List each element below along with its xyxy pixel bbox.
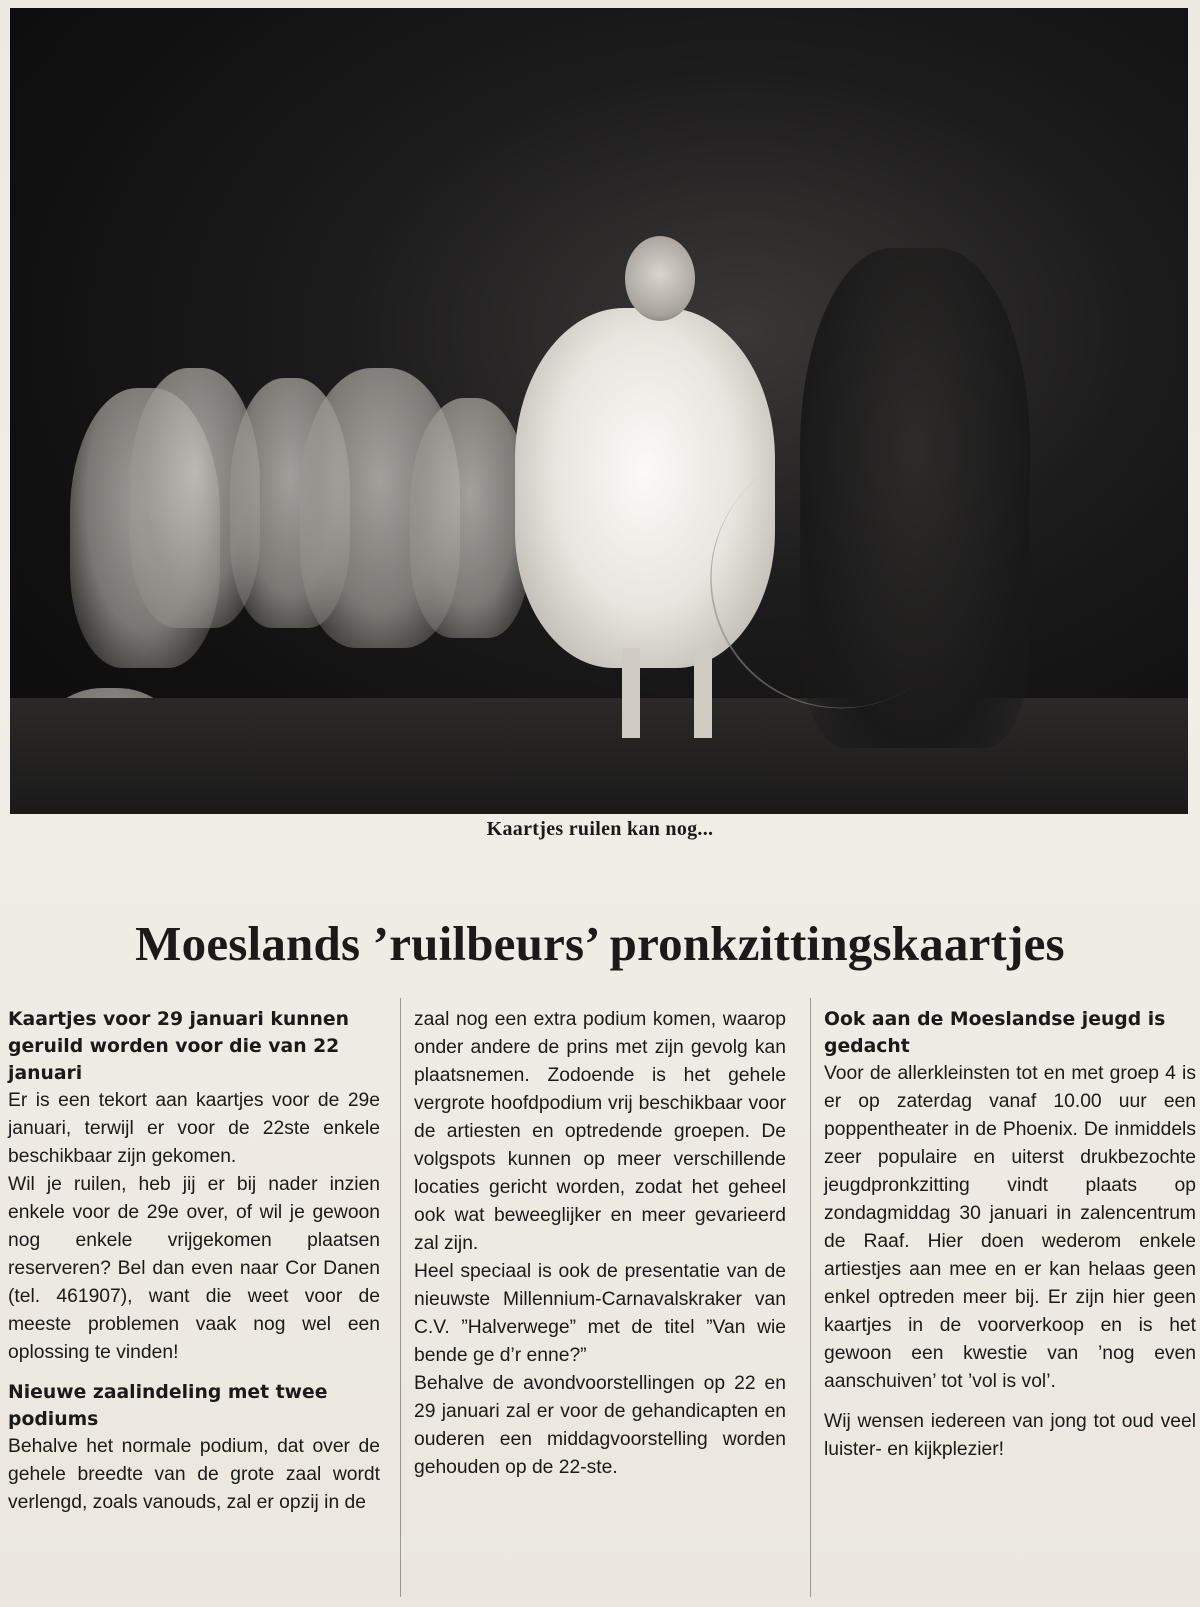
singer-legs: [610, 648, 730, 738]
column-divider-1: [400, 998, 401, 1597]
article-column-2: [414, 1006, 786, 1482]
subheading-new-hall-layout: Nieuwe zaalindeling met twee podiums: [8, 1382, 328, 1430]
article-headline: Moeslands ’ruilbeurs’ pronkzittingskaartjes: [135, 916, 1065, 971]
photo-caption: Kaartjes ruilen kan nog...: [486, 818, 714, 840]
article-column-3: [824, 1006, 1196, 1464]
singer-head: [625, 236, 695, 321]
paragraph: Wij wensen iedereen van jong tot oud veel luister- en kijkplezier!: [824, 1411, 1196, 1460]
paragraph: zaal nog een extra podium komen, waarop onder andere de prins met zijn gevolg kan plaatsnemen. Zodoende is het gehele vergrote hoofdpodium vrij beschikbaar voor de artiesten en optredende groepen. De volgspots kunnen op meer verschillende locaties gericht worden, zodat het geheel ook wat beweeglijker en meer gevarieerd zal zijn.: [414, 1009, 786, 1254]
paragraph: Heel speciaal is ook de presentatie van de nieuwste Millennium-Carnavalskraker van C.V. ”Halverwege” met de titel ”Van wie bende ge d’r enne?”: [414, 1261, 786, 1366]
paragraph: Er is een tekort aan kaartjes voor de 29e januari, terwijl er voor de 22ste enkele beschikbaar zijn gekomen.: [8, 1090, 380, 1167]
paragraph: Behalve de avondvoorstellingen op 22 en 29 januari zal er voor de gehandicapten en ouderen een middagvoorstelling worden gehouden op de 22-ste.: [414, 1373, 786, 1478]
subheading-ticket-exchange: Kaartjes voor 29 januari kunnen geruild worden voor die van 22 januari: [8, 1009, 350, 1084]
stage-photo: [10, 8, 1188, 814]
performer-left-5: [410, 398, 530, 638]
column-divider-2: [810, 998, 811, 1597]
subheading-youth: Ook aan de Moeslandse jeugd is gedacht: [824, 1009, 1166, 1057]
paragraph: Voor de allerkleinsten tot en met groep 4 is er op zaterdag vanaf 10.00 uur een poppentheater in de Phoenix. De inmiddels zeer populaire en uiterst drukbezochte jeugdpronkzitting vindt plaats op zondagmiddag 30 januari in zalencentrum de Raaf. Hier doen wederom enkele artiestjes aan mee en er kan helaas geen enkel optreden meer bij. Er zijn hier geen kaartjes in de voorverkoop en is het gewoon een kwestie van ’nog even aanschuiven’ tot ’vol is vol’.: [824, 1063, 1196, 1392]
paragraph: Wil je ruilen, heb jij er bij nader inzien enkele voor de 29e over, of wil je gewoon nog enkele vrijgekomen plaatsen reserveren? Bel dan even naar Cor Danen (tel. 461907), want die weet voor de meeste problemen vaak nog wel een oplossing te vinden!: [8, 1174, 380, 1363]
article-column-1: [8, 1006, 380, 1517]
paragraph: Behalve het normale podium, dat over de gehele breedte van de grote zaal wordt verlengd, zoals vanouds, zal er opzij in de: [8, 1436, 380, 1513]
